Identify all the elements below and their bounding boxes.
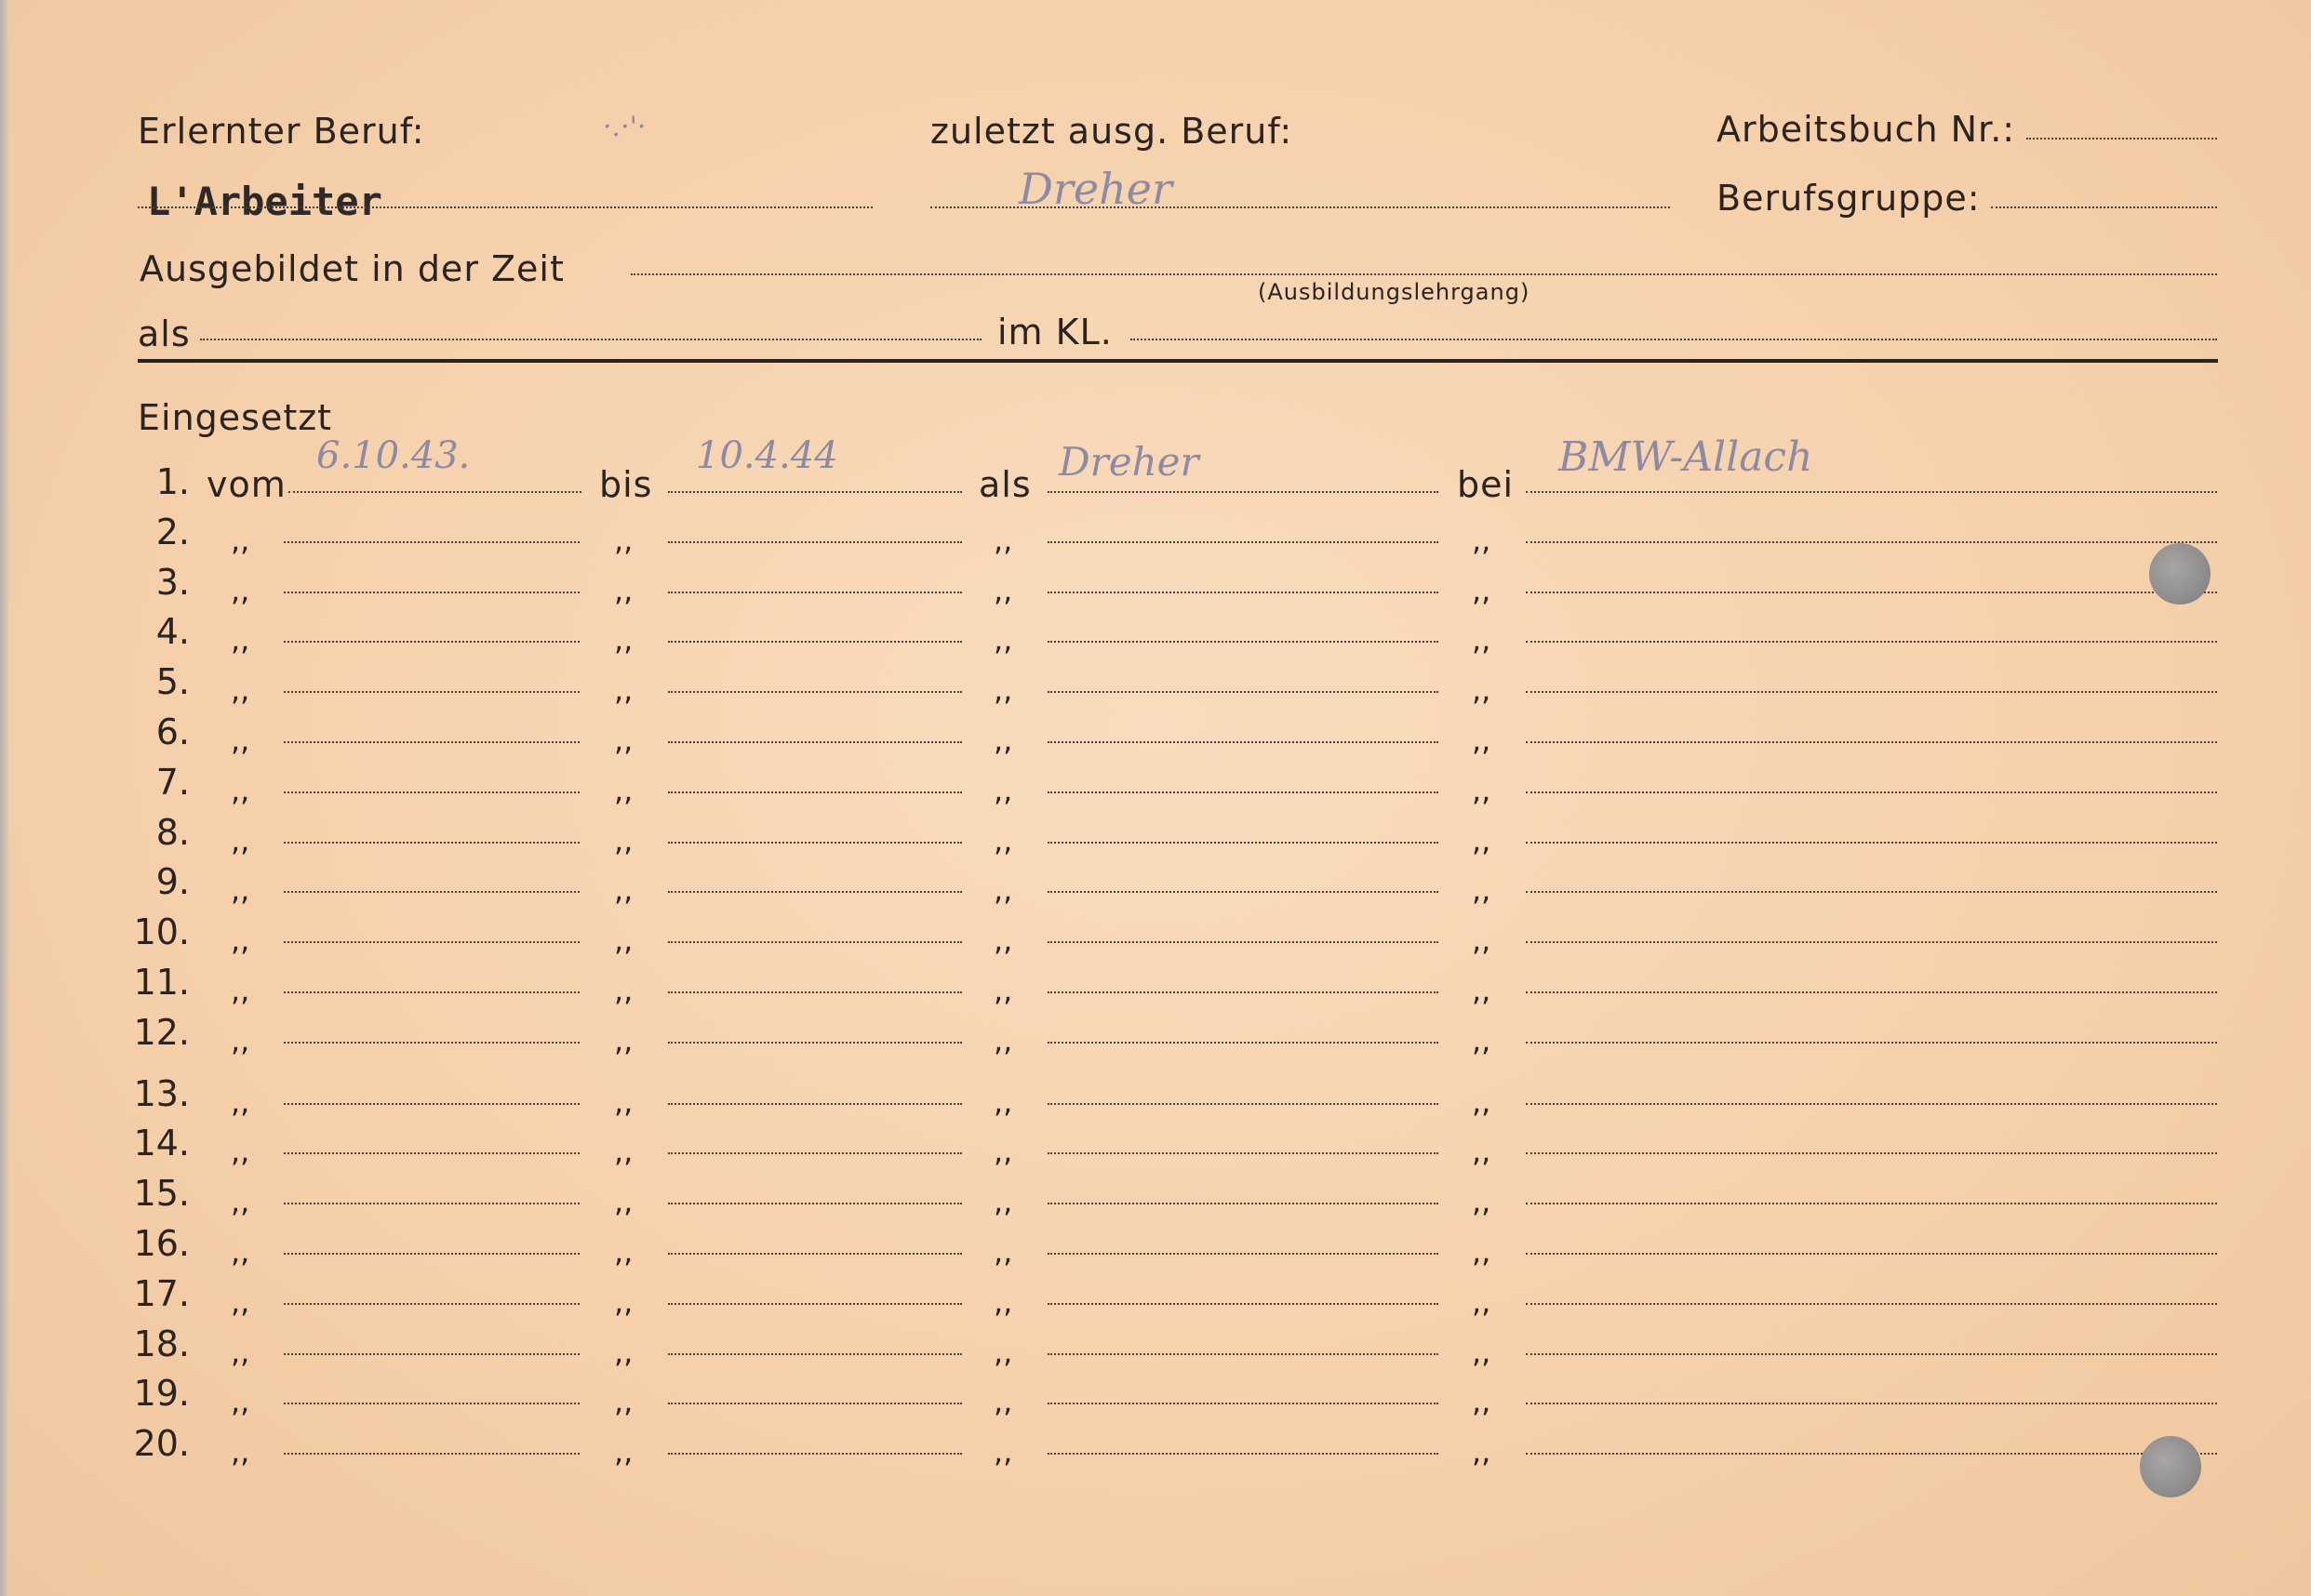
bei-field[interactable] bbox=[1526, 1152, 2217, 1154]
ditto-mark: ,, bbox=[994, 672, 1013, 708]
row-number: 18. bbox=[133, 1323, 190, 1364]
ditto-mark: ,, bbox=[994, 823, 1013, 858]
bis-field[interactable] bbox=[668, 842, 962, 844]
bei-field[interactable] bbox=[1526, 1303, 2217, 1305]
als-entry-field[interactable] bbox=[1048, 691, 1438, 693]
vom-field[interactable] bbox=[284, 1042, 580, 1044]
ditto-mark: ,, bbox=[994, 1184, 1013, 1219]
ditto-mark: ,, bbox=[1472, 523, 1491, 558]
bei-field[interactable] bbox=[1526, 1253, 2217, 1255]
vom-field[interactable] bbox=[284, 791, 580, 793]
bis-label: bis bbox=[599, 464, 653, 505]
ditto-mark: ,, bbox=[1472, 823, 1491, 858]
ditto-mark: ,, bbox=[994, 1284, 1013, 1320]
bis-field[interactable] bbox=[668, 592, 962, 593]
eingesetzt-row bbox=[0, 1073, 2311, 1124]
imkl-field[interactable] bbox=[1130, 339, 2217, 340]
als-entry-field[interactable] bbox=[1048, 891, 1438, 893]
ditto-mark: ,, bbox=[994, 773, 1013, 808]
ditto-mark: ,, bbox=[231, 773, 250, 808]
bei-field[interactable] bbox=[1526, 641, 2217, 643]
ditto-mark: ,, bbox=[1472, 1234, 1491, 1270]
row-1-vom-value: 6.10.43. bbox=[316, 434, 471, 477]
zuletzt-beruf-value: Dreher bbox=[1019, 164, 1172, 214]
row-1-als-value: Dreher bbox=[1059, 439, 1199, 485]
ditto-mark: ,, bbox=[1472, 923, 1491, 958]
arbeitsbuch-field[interactable] bbox=[2026, 138, 2217, 140]
vom-field[interactable] bbox=[284, 641, 580, 643]
eingesetzt-row bbox=[0, 562, 2311, 612]
row-number: 16. bbox=[133, 1223, 190, 1264]
als-entry-field[interactable] bbox=[1048, 1453, 1438, 1455]
eingesetzt-row bbox=[0, 1223, 2311, 1273]
row-number: 19. bbox=[133, 1373, 190, 1414]
ditto-mark: ,, bbox=[994, 1384, 1013, 1419]
ditto-mark: ,, bbox=[231, 1335, 250, 1370]
eingesetzt-row bbox=[0, 661, 2311, 712]
row-number: 2. bbox=[155, 512, 190, 552]
ditto-mark: ,, bbox=[614, 1434, 634, 1470]
separator-rule bbox=[138, 359, 2218, 363]
row-number: 7. bbox=[155, 762, 190, 803]
ditto-mark: ,, bbox=[614, 672, 634, 708]
eingesetzt-row bbox=[0, 1123, 2311, 1173]
als-entry-field[interactable] bbox=[1048, 541, 1438, 543]
row-number: 3. bbox=[155, 562, 190, 603]
ditto-mark: ,, bbox=[231, 573, 250, 608]
als-entry-field[interactable] bbox=[1048, 641, 1438, 643]
ausbildung-caption: (Ausbildungslehrgang) bbox=[1258, 279, 1530, 305]
als-entry-field[interactable] bbox=[1048, 1203, 1438, 1204]
eingesetzt-row bbox=[0, 1173, 2311, 1223]
bei-field[interactable] bbox=[1526, 1103, 2217, 1105]
als-label: als bbox=[138, 313, 191, 354]
row-number: 20. bbox=[133, 1423, 190, 1464]
bei-field[interactable] bbox=[1526, 491, 2217, 493]
eingesetzt-row bbox=[0, 512, 2311, 562]
ausgebildet-label: Ausgebildet in der Zeit bbox=[140, 248, 565, 289]
vom-field[interactable] bbox=[284, 1152, 580, 1154]
ditto-mark: ,, bbox=[231, 723, 250, 758]
als-entry-field[interactable] bbox=[1048, 1303, 1438, 1305]
als-entry-field[interactable] bbox=[1048, 1253, 1438, 1255]
vom-field[interactable] bbox=[284, 1103, 580, 1105]
ditto-mark: ,, bbox=[994, 573, 1013, 608]
vom-field[interactable] bbox=[284, 1453, 580, 1455]
als-entry-field[interactable] bbox=[1048, 791, 1438, 793]
row-number: 10. bbox=[133, 911, 190, 952]
als-entry-field[interactable] bbox=[1048, 1042, 1438, 1044]
row-1-bei-value: BMW-Allach bbox=[1558, 433, 1813, 481]
als-entry-field[interactable] bbox=[1048, 1403, 1438, 1404]
bis-field[interactable] bbox=[668, 941, 962, 943]
ditto-mark: ,, bbox=[1472, 1335, 1491, 1370]
vom-field[interactable] bbox=[284, 991, 580, 993]
ditto-mark: ,, bbox=[994, 622, 1013, 658]
row-number: 1. bbox=[155, 461, 190, 502]
bis-field[interactable] bbox=[668, 741, 962, 743]
vom-field[interactable] bbox=[284, 842, 580, 844]
ditto-mark: ,, bbox=[994, 1023, 1013, 1058]
vom-field[interactable] bbox=[284, 691, 580, 693]
vom-field[interactable] bbox=[284, 941, 580, 943]
ditto-mark: ,, bbox=[1472, 1023, 1491, 1058]
imkl-label: im KL. bbox=[997, 312, 1113, 352]
eingesetzt-row bbox=[0, 812, 2311, 862]
bei-field[interactable] bbox=[1526, 741, 2217, 743]
bis-field[interactable] bbox=[668, 991, 962, 993]
vom-field[interactable] bbox=[284, 1403, 580, 1404]
eingesetzt-title: Eingesetzt bbox=[138, 397, 333, 438]
bei-field[interactable] bbox=[1526, 592, 2217, 593]
ditto-mark: ,, bbox=[614, 1134, 634, 1169]
ditto-mark: ,, bbox=[1472, 773, 1491, 808]
ditto-mark: ,, bbox=[994, 1084, 1013, 1120]
bei-field[interactable] bbox=[1526, 541, 2217, 543]
ditto-mark: ,, bbox=[614, 923, 634, 958]
ditto-mark: ,, bbox=[1472, 1384, 1491, 1419]
ditto-mark: ,, bbox=[1472, 1434, 1491, 1470]
row-1-bis-value: 10.4.44 bbox=[696, 434, 838, 477]
vom-field[interactable] bbox=[284, 891, 580, 893]
bei-field[interactable] bbox=[1526, 1042, 2217, 1044]
bis-field[interactable] bbox=[668, 1253, 962, 1255]
ditto-mark: ,, bbox=[231, 1434, 250, 1470]
vom-field[interactable] bbox=[284, 1203, 580, 1204]
bis-field[interactable] bbox=[668, 491, 962, 493]
ditto-mark: ,, bbox=[231, 1184, 250, 1219]
ditto-mark: ,, bbox=[1472, 1084, 1491, 1120]
ditto-mark: ,, bbox=[231, 823, 250, 858]
bei-field[interactable] bbox=[1526, 842, 2217, 844]
ditto-mark: ,, bbox=[231, 872, 250, 908]
ditto-mark: ,, bbox=[1472, 573, 1491, 608]
als-entry-field[interactable] bbox=[1048, 991, 1438, 993]
ditto-mark: ,, bbox=[994, 923, 1013, 958]
als-entry-field[interactable] bbox=[1048, 592, 1438, 593]
eingesetzt-row bbox=[0, 712, 2311, 762]
ausgebildet-field[interactable] bbox=[631, 273, 2217, 275]
bei-label: bei bbox=[1457, 464, 1515, 505]
bei-field[interactable] bbox=[1526, 1403, 2217, 1404]
bei-field[interactable] bbox=[1526, 991, 2217, 993]
berufsgruppe-label: Berufsgruppe: bbox=[1717, 178, 1981, 219]
eingesetzt-row bbox=[0, 762, 2311, 812]
ditto-mark: ,, bbox=[994, 523, 1013, 558]
als-field[interactable] bbox=[200, 339, 982, 340]
bis-field[interactable] bbox=[668, 1042, 962, 1044]
berufsgruppe-field[interactable] bbox=[1991, 206, 2217, 208]
eingesetzt-row bbox=[0, 1423, 2311, 1473]
als-entry-field[interactable] bbox=[1048, 842, 1438, 844]
erlernter-beruf-value: L'Arbeiter bbox=[147, 179, 382, 224]
row-number: 4. bbox=[155, 611, 190, 652]
bis-field[interactable] bbox=[668, 641, 962, 643]
row-number: 11. bbox=[133, 962, 190, 1003]
eingesetzt-row bbox=[0, 1273, 2311, 1323]
ditto-mark: ,, bbox=[614, 1284, 634, 1320]
bei-field[interactable] bbox=[1526, 691, 2217, 693]
eingesetzt-row bbox=[0, 962, 2311, 1012]
ditto-mark: ,, bbox=[614, 1384, 634, 1419]
row-number: 14. bbox=[133, 1123, 190, 1164]
ditto-mark: ,, bbox=[994, 1134, 1013, 1169]
ditto-mark: ,, bbox=[614, 523, 634, 558]
ditto-mark: ,, bbox=[614, 773, 634, 808]
bis-field[interactable] bbox=[668, 1203, 962, 1204]
ditto-mark: ,, bbox=[231, 672, 250, 708]
als-entry-field[interactable] bbox=[1048, 941, 1438, 943]
ditto-mark: ,, bbox=[614, 1084, 634, 1120]
als-entry-label: als bbox=[979, 464, 1032, 505]
vom-field[interactable] bbox=[284, 741, 580, 743]
ditto-mark: ,, bbox=[614, 1184, 634, 1219]
ditto-mark: ,, bbox=[231, 973, 250, 1008]
bei-field[interactable] bbox=[1526, 891, 2217, 893]
bis-field[interactable] bbox=[668, 1152, 962, 1154]
ditto-mark: ,, bbox=[1472, 622, 1491, 658]
ditto-mark: ,, bbox=[231, 923, 250, 958]
ditto-mark: ,, bbox=[614, 1234, 634, 1270]
eingesetzt-row bbox=[0, 861, 2311, 911]
row-number: 13. bbox=[133, 1073, 190, 1114]
ditto-mark: ,, bbox=[614, 973, 634, 1008]
ditto-mark: ,, bbox=[614, 723, 634, 758]
ditto-mark: ,, bbox=[231, 622, 250, 658]
ditto-mark: ,, bbox=[231, 1023, 250, 1058]
ditto-mark: ,, bbox=[994, 872, 1013, 908]
eingesetzt-row bbox=[0, 1012, 2311, 1062]
vom-field[interactable] bbox=[284, 1353, 580, 1355]
ditto-mark: ,, bbox=[231, 1234, 250, 1270]
ditto-mark: ,, bbox=[614, 1023, 634, 1058]
zuletzt-beruf-field[interactable] bbox=[930, 206, 1670, 208]
vom-field[interactable] bbox=[284, 1303, 580, 1305]
ditto-mark: ,, bbox=[231, 1284, 250, 1320]
ditto-mark: ,, bbox=[614, 573, 634, 608]
row-number: 8. bbox=[155, 812, 190, 853]
eingesetzt-row bbox=[0, 911, 2311, 962]
bis-field[interactable] bbox=[668, 1103, 962, 1105]
bis-field[interactable] bbox=[668, 1353, 962, 1355]
bis-field[interactable] bbox=[668, 891, 962, 893]
row-number: 12. bbox=[133, 1012, 190, 1053]
bei-field[interactable] bbox=[1526, 791, 2217, 793]
erlernter-beruf-label: Erlernter Beruf: bbox=[138, 111, 425, 152]
ditto-mark: ,, bbox=[1472, 1184, 1491, 1219]
bei-field[interactable] bbox=[1526, 941, 2217, 943]
ditto-mark: ,, bbox=[614, 872, 634, 908]
eingesetzt-row bbox=[0, 611, 2311, 661]
ditto-mark: ,, bbox=[1472, 1284, 1491, 1320]
vom-field[interactable] bbox=[284, 1253, 580, 1255]
vom-field[interactable] bbox=[284, 592, 580, 593]
ditto-mark: ,, bbox=[1472, 723, 1491, 758]
bei-field[interactable] bbox=[1526, 1453, 2217, 1455]
ditto-mark: ,, bbox=[994, 973, 1013, 1008]
ditto-mark: ,, bbox=[1472, 1134, 1491, 1169]
ditto-mark: ,, bbox=[1472, 973, 1491, 1008]
ditto-mark: ,, bbox=[994, 723, 1013, 758]
zuletzt-beruf-label: zuletzt ausg. Beruf: bbox=[930, 111, 1293, 152]
als-entry-field[interactable] bbox=[1048, 1152, 1438, 1154]
bis-field[interactable] bbox=[668, 1403, 962, 1404]
row-number: 6. bbox=[155, 712, 190, 752]
bis-field[interactable] bbox=[668, 1303, 962, 1305]
als-entry-field[interactable] bbox=[1048, 1103, 1438, 1105]
row-number: 9. bbox=[155, 861, 190, 902]
punch-hole-bottom bbox=[2140, 1436, 2201, 1497]
eingesetzt-row bbox=[0, 1373, 2311, 1423]
ditto-mark: ,, bbox=[1472, 672, 1491, 708]
bis-field[interactable] bbox=[668, 691, 962, 693]
ditto-mark: ,, bbox=[231, 1384, 250, 1419]
bei-field[interactable] bbox=[1526, 1203, 2217, 1204]
ditto-mark: ,, bbox=[614, 622, 634, 658]
ditto-mark: ,, bbox=[994, 1434, 1013, 1470]
ditto-mark: ,, bbox=[614, 823, 634, 858]
als-entry-field[interactable] bbox=[1048, 1353, 1438, 1355]
row-number: 5. bbox=[155, 661, 190, 702]
erlernter-beruf-field[interactable] bbox=[138, 206, 873, 208]
eingesetzt-row bbox=[0, 1323, 2311, 1374]
bis-field[interactable] bbox=[668, 791, 962, 793]
vom-field[interactable] bbox=[288, 491, 581, 493]
arbeitsbuch-label: Arbeitsbuch Nr.: bbox=[1717, 109, 2016, 150]
punch-hole-top bbox=[2149, 543, 2211, 605]
row-number: 17. bbox=[133, 1273, 190, 1314]
ditto-mark: ,, bbox=[994, 1335, 1013, 1370]
vom-label: vom bbox=[207, 464, 287, 505]
ditto-mark: ,, bbox=[1472, 872, 1491, 908]
als-entry-field[interactable] bbox=[1048, 491, 1438, 493]
ditto-mark: ,, bbox=[231, 1084, 250, 1120]
bis-field[interactable] bbox=[668, 1453, 962, 1455]
bei-field[interactable] bbox=[1526, 1353, 2217, 1355]
als-entry-field[interactable] bbox=[1048, 741, 1438, 743]
row-number: 15. bbox=[133, 1173, 190, 1214]
bis-field[interactable] bbox=[668, 541, 962, 543]
ditto-mark: ,, bbox=[994, 1234, 1013, 1270]
ditto-mark: ,, bbox=[614, 1335, 634, 1370]
ditto-mark: ,, bbox=[231, 523, 250, 558]
ditto-mark: ,, bbox=[231, 1134, 250, 1169]
vom-field[interactable] bbox=[284, 541, 580, 543]
erlernter-beruf-mark: ·.·'· bbox=[603, 111, 647, 143]
